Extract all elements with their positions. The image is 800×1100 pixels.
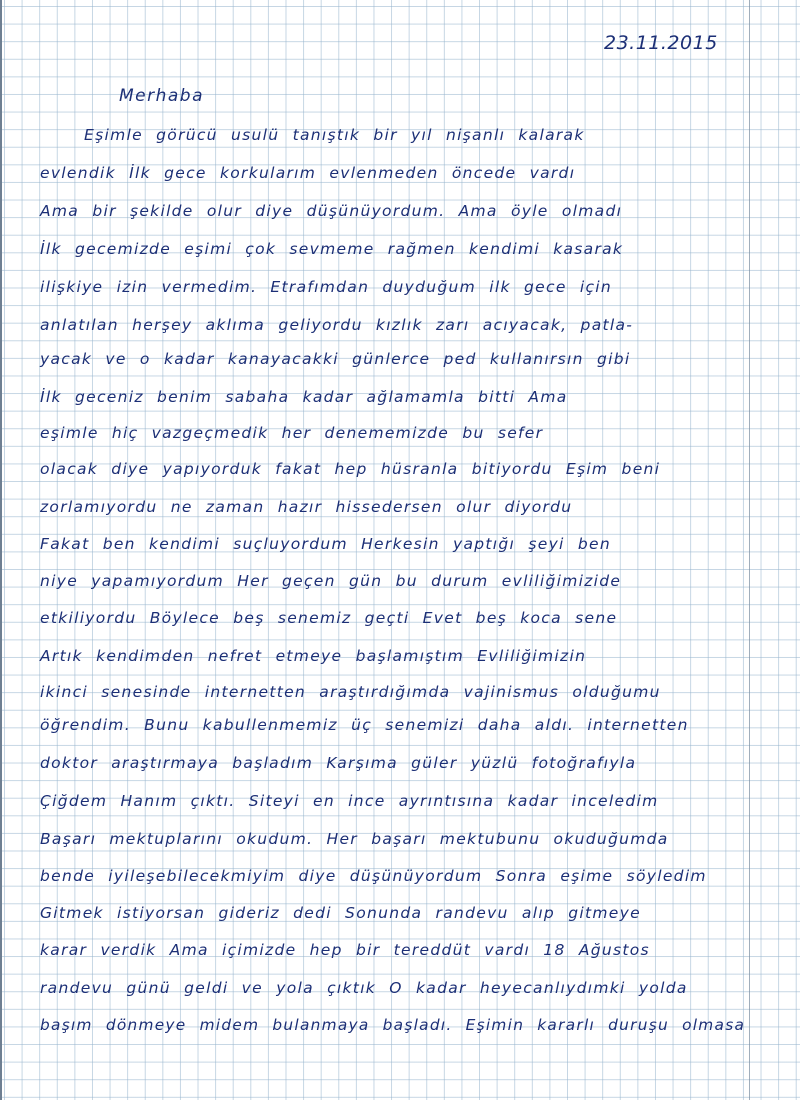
letter-line: olacak diye yapıyorduk fakat hep hüsranla bitiyordu Eşim beni (40, 460, 661, 478)
letter-greeting: Merhaba (119, 86, 205, 106)
letter-line: randevu günü geldi ve yola çıktık O kadar heyecanlıydımki yolda (40, 979, 688, 997)
letter-line: zorlamıyordu ne zaman hazır hissedersen olur diyordu (40, 498, 573, 516)
letter-line: doktor araştırmaya başladım Karşıma güler yüzlü fotoğrafıyla (40, 754, 637, 772)
letter-line: Fakat ben kendimi suçluyordum Herkesin yaptığı şeyi ben (40, 535, 611, 553)
letter-line: ilişkiye izin vermedim. Etrafımdan duyduğum ilk gece için (40, 278, 613, 296)
letter-line: ikinci senesinde internetten araştırdığımda vajinismus olduğumu (40, 683, 661, 701)
page-margin-line (749, 0, 750, 1100)
letter-line: başım dönmeye midem bulanmaya başladı. Eşimin kararlı duruşu olmasa (40, 1016, 746, 1034)
letter-date: 23.11.2015 (604, 32, 718, 54)
letter-line: Başarı mektuplarını okudum. Her başarı mektubunu okuduğumda (40, 830, 669, 848)
letter-line: Gitmek istiyorsan gideriz dedi Sonunda randevu alıp gitmeye (40, 904, 641, 922)
letter-line: yacak ve o kadar kanayacakki günlerce ped kullanırsın gibi (40, 350, 631, 368)
letter-line: Artık kendimden nefret etmeye başlamıştım Evliliğimizin (40, 647, 587, 665)
letter-line: etkiliyordu Böylece beş senemiz geçti Evet beş koca sene (40, 609, 618, 627)
page-left-edge (0, 0, 2, 1100)
letter-line: İlk geceniz benim sabaha kadar ağlamamla bitti Ama (40, 388, 568, 406)
letter-line: niye yapamıyordum Her geçen gün bu durum evliliğimizide (40, 572, 622, 590)
letter-line: Eşimle görücü usulü tanıştık bir yıl nişanlı kalarak (84, 126, 585, 144)
letter-line: karar verdik Ama içimizde hep bir tereddüt vardı 18 Ağustos (40, 941, 650, 959)
letter-line: eşimle hiç vazgeçmedik her denememizde bu sefer (40, 424, 544, 442)
letter-line: öğrendim. Bunu kabullenmemiz üç senemizi daha aldı. internetten (40, 716, 689, 734)
letter-line: İlk gecemizde eşimi çok sevmeme rağmen kendimi kasarak (40, 240, 624, 258)
letter-line: anlatılan herşey aklıma geliyordu kızlık zarı acıyacak, patla- (40, 316, 634, 334)
letter-line: Ama bir şekilde olur diye düşünüyordum. Ama öyle olmadı (40, 202, 623, 220)
letter-line: Çiğdem Hanım çıktı. Siteyi en ince ayrıntısına kadar inceledim (40, 792, 659, 810)
letter-line: evlendik İlk gece korkularım evlenmeden öncede vardı (40, 164, 576, 182)
letter-line: bende iyileşebilecekmiyim diye düşünüyordum Sonra eşime söyledim (40, 867, 707, 885)
